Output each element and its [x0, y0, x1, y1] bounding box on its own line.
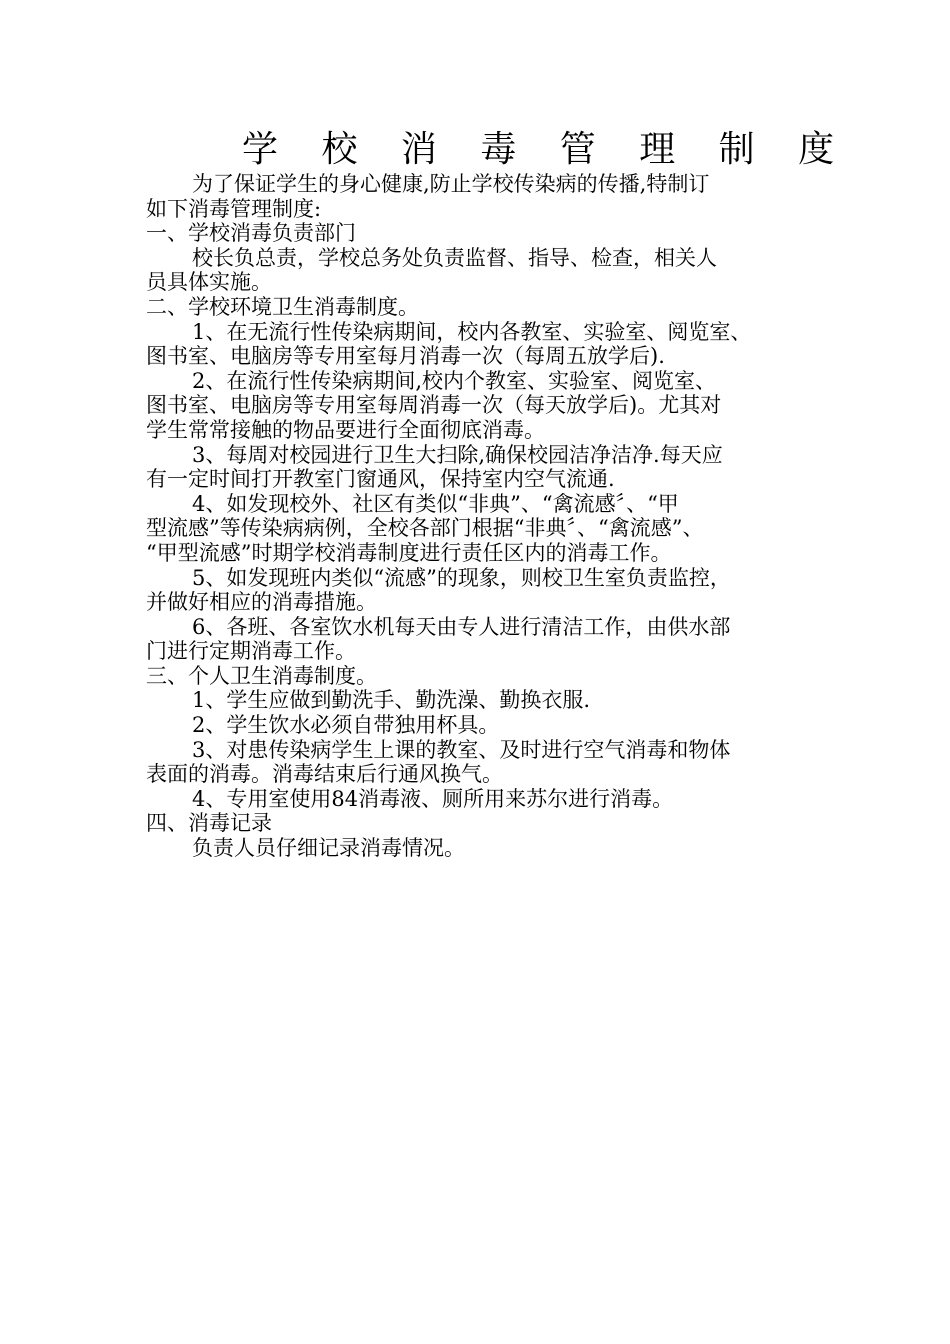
text-line: 如下消毒管理制度: [146, 196, 322, 221]
text-line: 校长负总责，学校总务处负责监督、指导、检查，相关人 [192, 245, 717, 270]
text-line: 5、如发现班内类似“流感”的现象，则校卫生室负责监控， [192, 565, 731, 590]
text-line: 学生常常接触的物品要进行全面彻底消毒。 [146, 417, 545, 442]
text-line: 2、在流行性传染病期间,校内个教室、实验室、阅览室、 [192, 368, 717, 393]
text-line: 2、学生饮水必须自带独用杯具。 [192, 713, 500, 738]
text-line: “甲型流感”时期学校消毒制度进行责任区内的消毒工作。 [146, 540, 672, 565]
text-line: 并做好相应的消毒措施。 [146, 590, 377, 615]
text-line: 二、学校环境卫生消毒制度。 [146, 294, 419, 319]
text-line: 门进行定期消毒工作。 [146, 639, 356, 664]
text-line: 一、学校消毒负责部门 [146, 221, 356, 246]
text-line: 负责人员仔细记录消毒情况。 [192, 836, 465, 861]
text-line: 3、每周对校园进行卫生大扫除,确保校园洁净洁净.每天应 [192, 442, 723, 467]
text-line: 员具体实施。 [146, 270, 272, 295]
document-title: 学 校 消 毒 管 理 制 度 [242, 129, 851, 170]
text-line: 为了保证学生的身心健康,防止学校传染病的传播,特制订 [192, 172, 710, 196]
text-line: 有一定时间打开教室门窗通风，保持室内空气流通. [146, 467, 615, 492]
text-line: 1、学生应做到勤洗手、勤洗澡、勤换衣服. [192, 688, 591, 713]
text-line: 6、各班、各室饮水机每天由专人进行清洁工作，由供水部 [192, 614, 731, 639]
text-line: 4、如发现校外、社区有类似“非典”、“禽流感〞、“甲 [192, 491, 679, 516]
text-line: 图书室、电脑房等专用室每月消毒一次（每周五放学后). [146, 344, 665, 369]
text-line: 型流感”等传染病病例，全校各部门根据“非典〞、“禽流感”、 [146, 516, 704, 541]
text-line: 三、个人卫生消毒制度。 [146, 663, 377, 688]
text-line: 4、专用室使用84消毒液、厕所用来苏尔进行消毒。 [192, 786, 674, 811]
text-line: 1、在无流行性传染病期间，校内各教室、实验室、阅览室、 [192, 319, 752, 344]
text-line: 3、对患传染病学生上课的教室、及时进行空气消毒和物体 [192, 737, 731, 762]
text-line: 四、消毒记录 [146, 811, 272, 836]
text-line: 图书室、电脑房等专用室每周消毒一次（每天放学后)。尤其对 [146, 393, 722, 418]
document-body [146, 172, 830, 861]
text-line: 表面的消毒。消毒结束后行通风换气。 [146, 762, 503, 787]
